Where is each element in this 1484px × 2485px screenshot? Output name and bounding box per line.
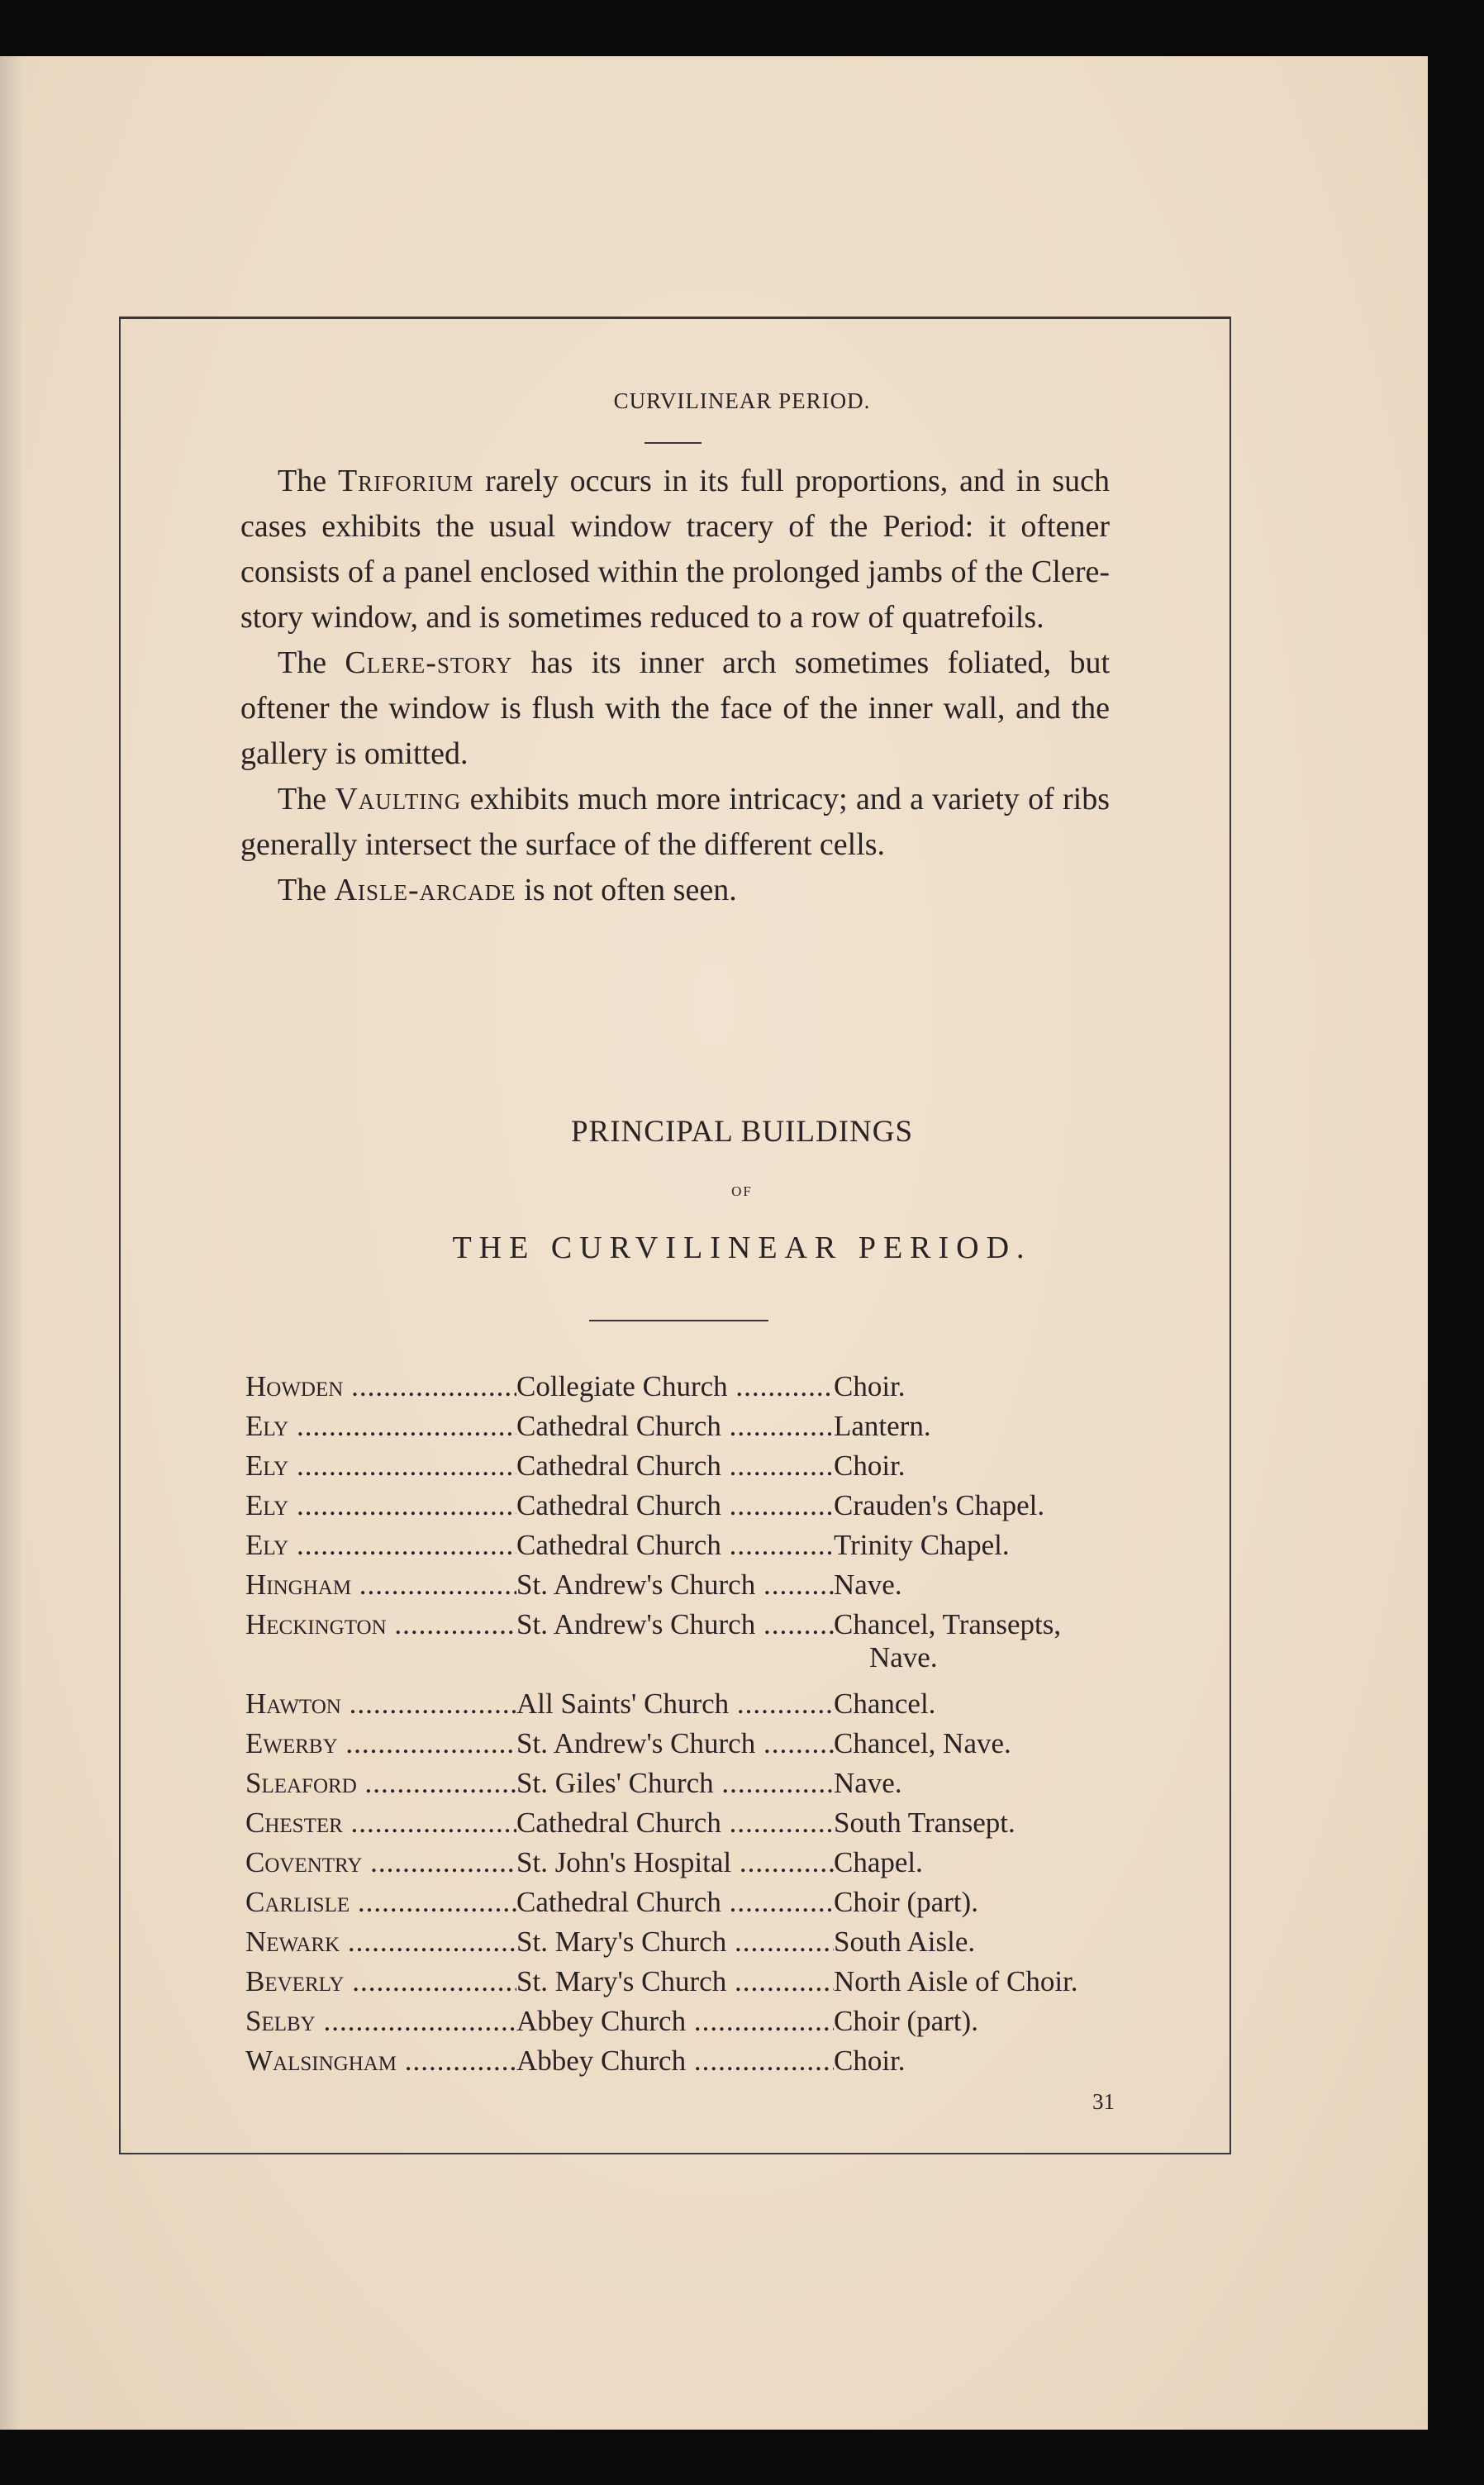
building-name-text: St. Andrew's Church [516,1608,756,1640]
building-part [834,2045,906,2078]
place-name-text: Heckington [245,1608,387,1640]
place-name-text: Chester [245,1807,343,1839]
building-name-text: All Saints' Church [516,1688,730,1720]
building-name [516,1965,834,1998]
building-part-text: Crauden's Chapel. [834,1489,1045,1521]
building-name [516,1569,834,1602]
list-row [245,2045,1154,2084]
building-part [834,1886,978,1919]
place-name-text: Ely [245,1529,289,1561]
building-part-text: Lantern. [834,1410,931,1442]
place-name [245,1886,516,1919]
place-name [245,2045,516,2078]
paragraph-lead: The [278,645,345,680]
building-part [834,1846,923,1879]
page-number: 31 [1092,2089,1115,2114]
list-row [245,1410,1154,1450]
building-name-text: Abbey Church [516,2045,687,2077]
building-name-text: St. John's Hospital [516,1846,732,1878]
building-name-text: Cathedral Church [516,1807,721,1839]
building-name-text: St. Mary's Church [516,1926,727,1958]
building-part-text: Choir. [834,1370,906,1402]
building-name-text: Cathedral Church [516,1489,721,1521]
place-name [245,1569,516,1602]
building-name [516,1410,834,1443]
list-row [245,1807,1154,1846]
list-row [245,1370,1154,1410]
paragraph-text: exhibits much more intricacy; and a variety of ribs generally intersect the surface of the different cells. [240,782,1111,862]
building-part [834,1926,975,1959]
building-name [516,2045,834,2078]
building-part [834,1489,1044,1522]
building-name [516,2005,834,2038]
place-name [245,1965,516,1998]
list-row [245,1965,1154,2005]
paragraph [240,777,1110,868]
place-name-text: Ewerby [245,1727,338,1759]
paragraph-lead: The [278,873,335,907]
place-name [245,1410,516,1443]
place-name [245,1489,516,1522]
list-row [245,1767,1154,1807]
building-part-text: North Aisle of Choir. [834,1965,1078,1997]
building-name-text: Cathedral Church [516,1529,721,1561]
building-name [516,1529,834,1562]
building-part [834,1410,931,1443]
paragraph-text: has its inner arch sometimes foliated, but oftener the window is flush with the face of the inner wall, and the gallery is omitted. [240,645,1110,771]
paragraph [240,640,1110,777]
place-name [245,1767,516,1800]
list-row [245,1727,1154,1767]
building-name [516,1450,834,1483]
building-part-text: Nave. [834,1569,902,1601]
building-name [516,1807,834,1840]
list-row [245,1489,1154,1529]
paragraph-lead: The [278,464,338,498]
place-name-text: Selby [245,2005,316,2037]
building-name-text: St. Andrew's Church [516,1569,756,1601]
building-part-text: Chancel. [834,1688,936,1720]
place-name [245,1926,516,1959]
list-row [245,1450,1154,1489]
building-part-text: Nave. [834,1767,902,1799]
building-part-text: Chancel, Nave. [834,1727,1011,1759]
building-part-text: Chancel, Transepts, [834,1608,1062,1640]
paragraph-lead: The [278,782,335,816]
building-name [516,1846,834,1879]
building-part-continued: Nave. [869,1641,938,1673]
list-row [245,1608,1154,1688]
paragraph-term: Clere-story [345,645,513,680]
building-part-text: South Aisle. [834,1926,976,1958]
building-part-text: Chapel. [834,1846,923,1878]
list-row [245,1846,1154,1886]
building-part [834,1767,902,1800]
section-subtitle: THE CURVILINEAR PERIOD. [452,1231,1032,1265]
place-name-text: Newark [245,1926,340,1958]
list-row [245,1886,1154,1926]
building-name-text: Collegiate Church [516,1370,728,1402]
place-name-text: Carlisle [245,1886,350,1918]
building-name-text: Abbey Church [516,2005,687,2037]
place-name [245,1529,516,1562]
building-name [516,1886,834,1919]
building-name [516,1727,834,1760]
section-title: PRINCIPAL BUILDINGS [570,1115,914,1149]
building-name [516,1767,834,1800]
building-name-text: St. Andrew's Church [516,1727,756,1759]
paragraph-term: Aisle-arcade [334,873,516,907]
place-name-text: Walsingham [245,2045,397,2077]
place-name [245,1688,516,1721]
place-name-text: Hawton [245,1688,341,1720]
place-name [245,1450,516,1483]
building-name [516,1370,834,1403]
place-name-text: Ely [245,1450,289,1482]
place-name-text: Ely [245,1489,289,1521]
building-part-text: Trinity Chapel. [834,1529,1010,1561]
section-title-of: OF [731,1183,753,1199]
building-name-text: Cathedral Church [516,1410,721,1442]
building-part [834,1569,902,1602]
place-name [245,1846,516,1879]
list-row [245,1688,1154,1727]
list-row [245,1926,1154,1965]
building-part [834,1450,906,1483]
list-row [245,2005,1154,2045]
list-row [245,1529,1154,1569]
building-name [516,1489,834,1522]
building-name-text: Cathedral Church [516,1450,721,1482]
place-name [245,1807,516,1840]
paragraph [240,459,1110,640]
paragraph-term: Triforium [337,464,474,498]
building-part [834,1688,935,1721]
place-name-text: Ely [245,1410,289,1442]
building-part-text: Choir (part). [834,1886,978,1918]
place-name-text: Sleaford [245,1767,357,1799]
paragraph-term: Vaulting [335,782,462,816]
building-name-text: St. Mary's Church [516,1965,727,1997]
title-rule [589,1320,768,1321]
building-part [834,1727,1011,1760]
building-part [834,1807,1015,1840]
building-name [516,1608,834,1641]
paragraph [240,868,1110,913]
building-name [516,1688,834,1721]
place-name-text: Beverly [245,1965,345,1997]
place-name [245,1608,516,1641]
running-head: CURVILINEAR PERIOD. [613,388,871,413]
building-name [516,1926,834,1959]
place-name [245,1727,516,1760]
place-name-text: Coventry [245,1846,363,1878]
building-part [834,1965,1078,1998]
head-rule [644,442,702,444]
building-name-text: Cathedral Church [516,1886,721,1918]
building-part-text: South Transept. [834,1807,1015,1839]
place-name [245,1370,516,1403]
building-name-text: St. Giles' Church [516,1767,714,1799]
building-part-text: Choir (part). [834,2005,978,2037]
building-part-text: Choir. [834,2045,906,2077]
buildings-list [245,1370,1154,2084]
building-part [834,1529,1010,1562]
place-name-text: Howden [245,1370,344,1402]
body-text [240,459,1110,913]
building-part-text: Choir. [834,1450,906,1482]
paragraph-text: rarely occurs in its full proportions, and in such cases exhibits the usual window tracery of the Period: it oftener consists of a panel enclosed within the prolonged jambs of the Clere-story window, and is sometimes reduced to a row of quatrefoils. [240,464,1110,635]
building-part [834,1370,906,1403]
place-name [245,2005,516,2038]
place-name-text: Hingham [245,1569,352,1601]
list-row [245,1569,1154,1608]
paragraph-text: is not often seen. [516,873,737,907]
building-part [834,2005,978,2038]
building-part [834,1608,1061,1674]
